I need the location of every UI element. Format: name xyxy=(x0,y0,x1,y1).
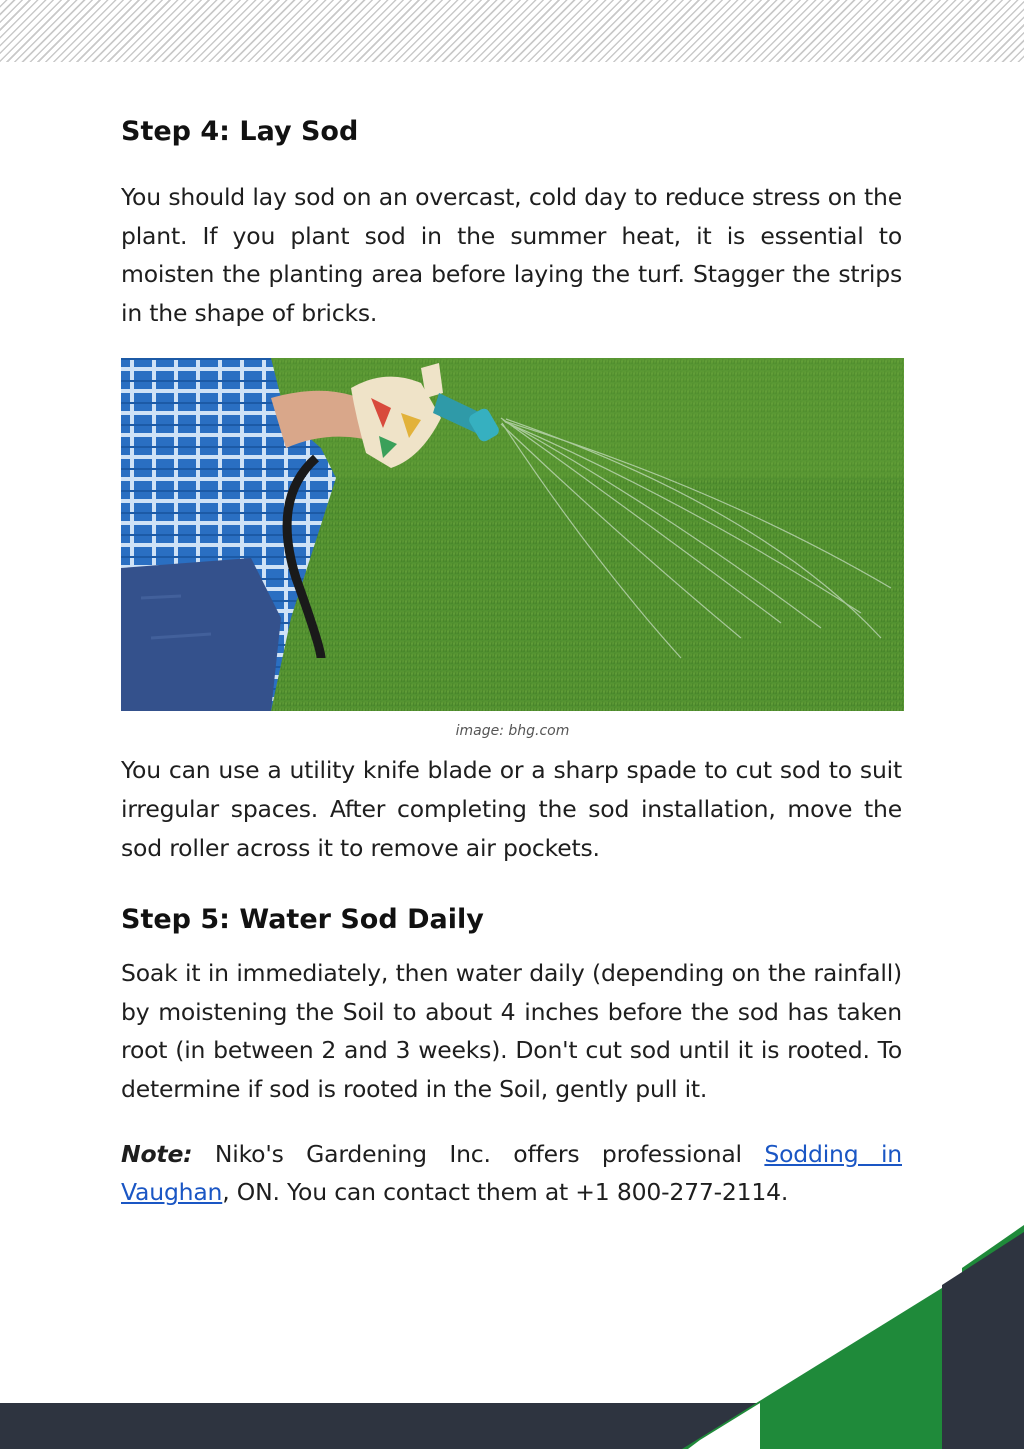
step5-heading: Step 5: Water Sod Daily xyxy=(121,904,484,936)
sodding-in-vaughan-link[interactable]: Sodding in Vaughan xyxy=(121,1139,902,1207)
watering-sod-photo xyxy=(121,358,904,711)
step4-paragraph-2: You can use a utility knife blade or a sharp spade to cut sod to suit irregular spaces. After completing the sod installation, move the sod roller across it to remove air pockets. xyxy=(121,756,902,862)
note-text-after: , ON. You can contact them at +1 800-277-2114. xyxy=(222,1178,789,1207)
article-content xyxy=(121,112,902,1212)
step5-paragraph: Soak it in immediately, then water daily (depending on the rainfall) by moistening the Soil to about 4 inches before the sod has taken root (in between 2 and 3 weeks). Don't cut sod until it is rooted. To determine if sod is rooted in the Soil, gently pull it. xyxy=(121,959,902,1103)
note-paragraph xyxy=(121,1135,902,1212)
footer-bar xyxy=(0,1403,1024,1449)
image-caption: image: bhg.com xyxy=(455,723,570,740)
corner-green-stripe-small xyxy=(962,1225,1024,1303)
step4-paragraph-1: You should lay sod on an overcast, cold day to reduce stress on the plant. If you plant sod in the summer heat, it is essential to moisten the planting area before laying the turf. Stagger the strips in the shape of bricks. xyxy=(121,183,902,327)
note-text-before: Niko's Gardening Inc. offers professional xyxy=(192,1139,765,1168)
note-label: Note: xyxy=(121,1139,193,1168)
step4-heading: Step 4: Lay Sod xyxy=(121,116,359,147)
top-hatch-decoration xyxy=(0,0,1024,62)
